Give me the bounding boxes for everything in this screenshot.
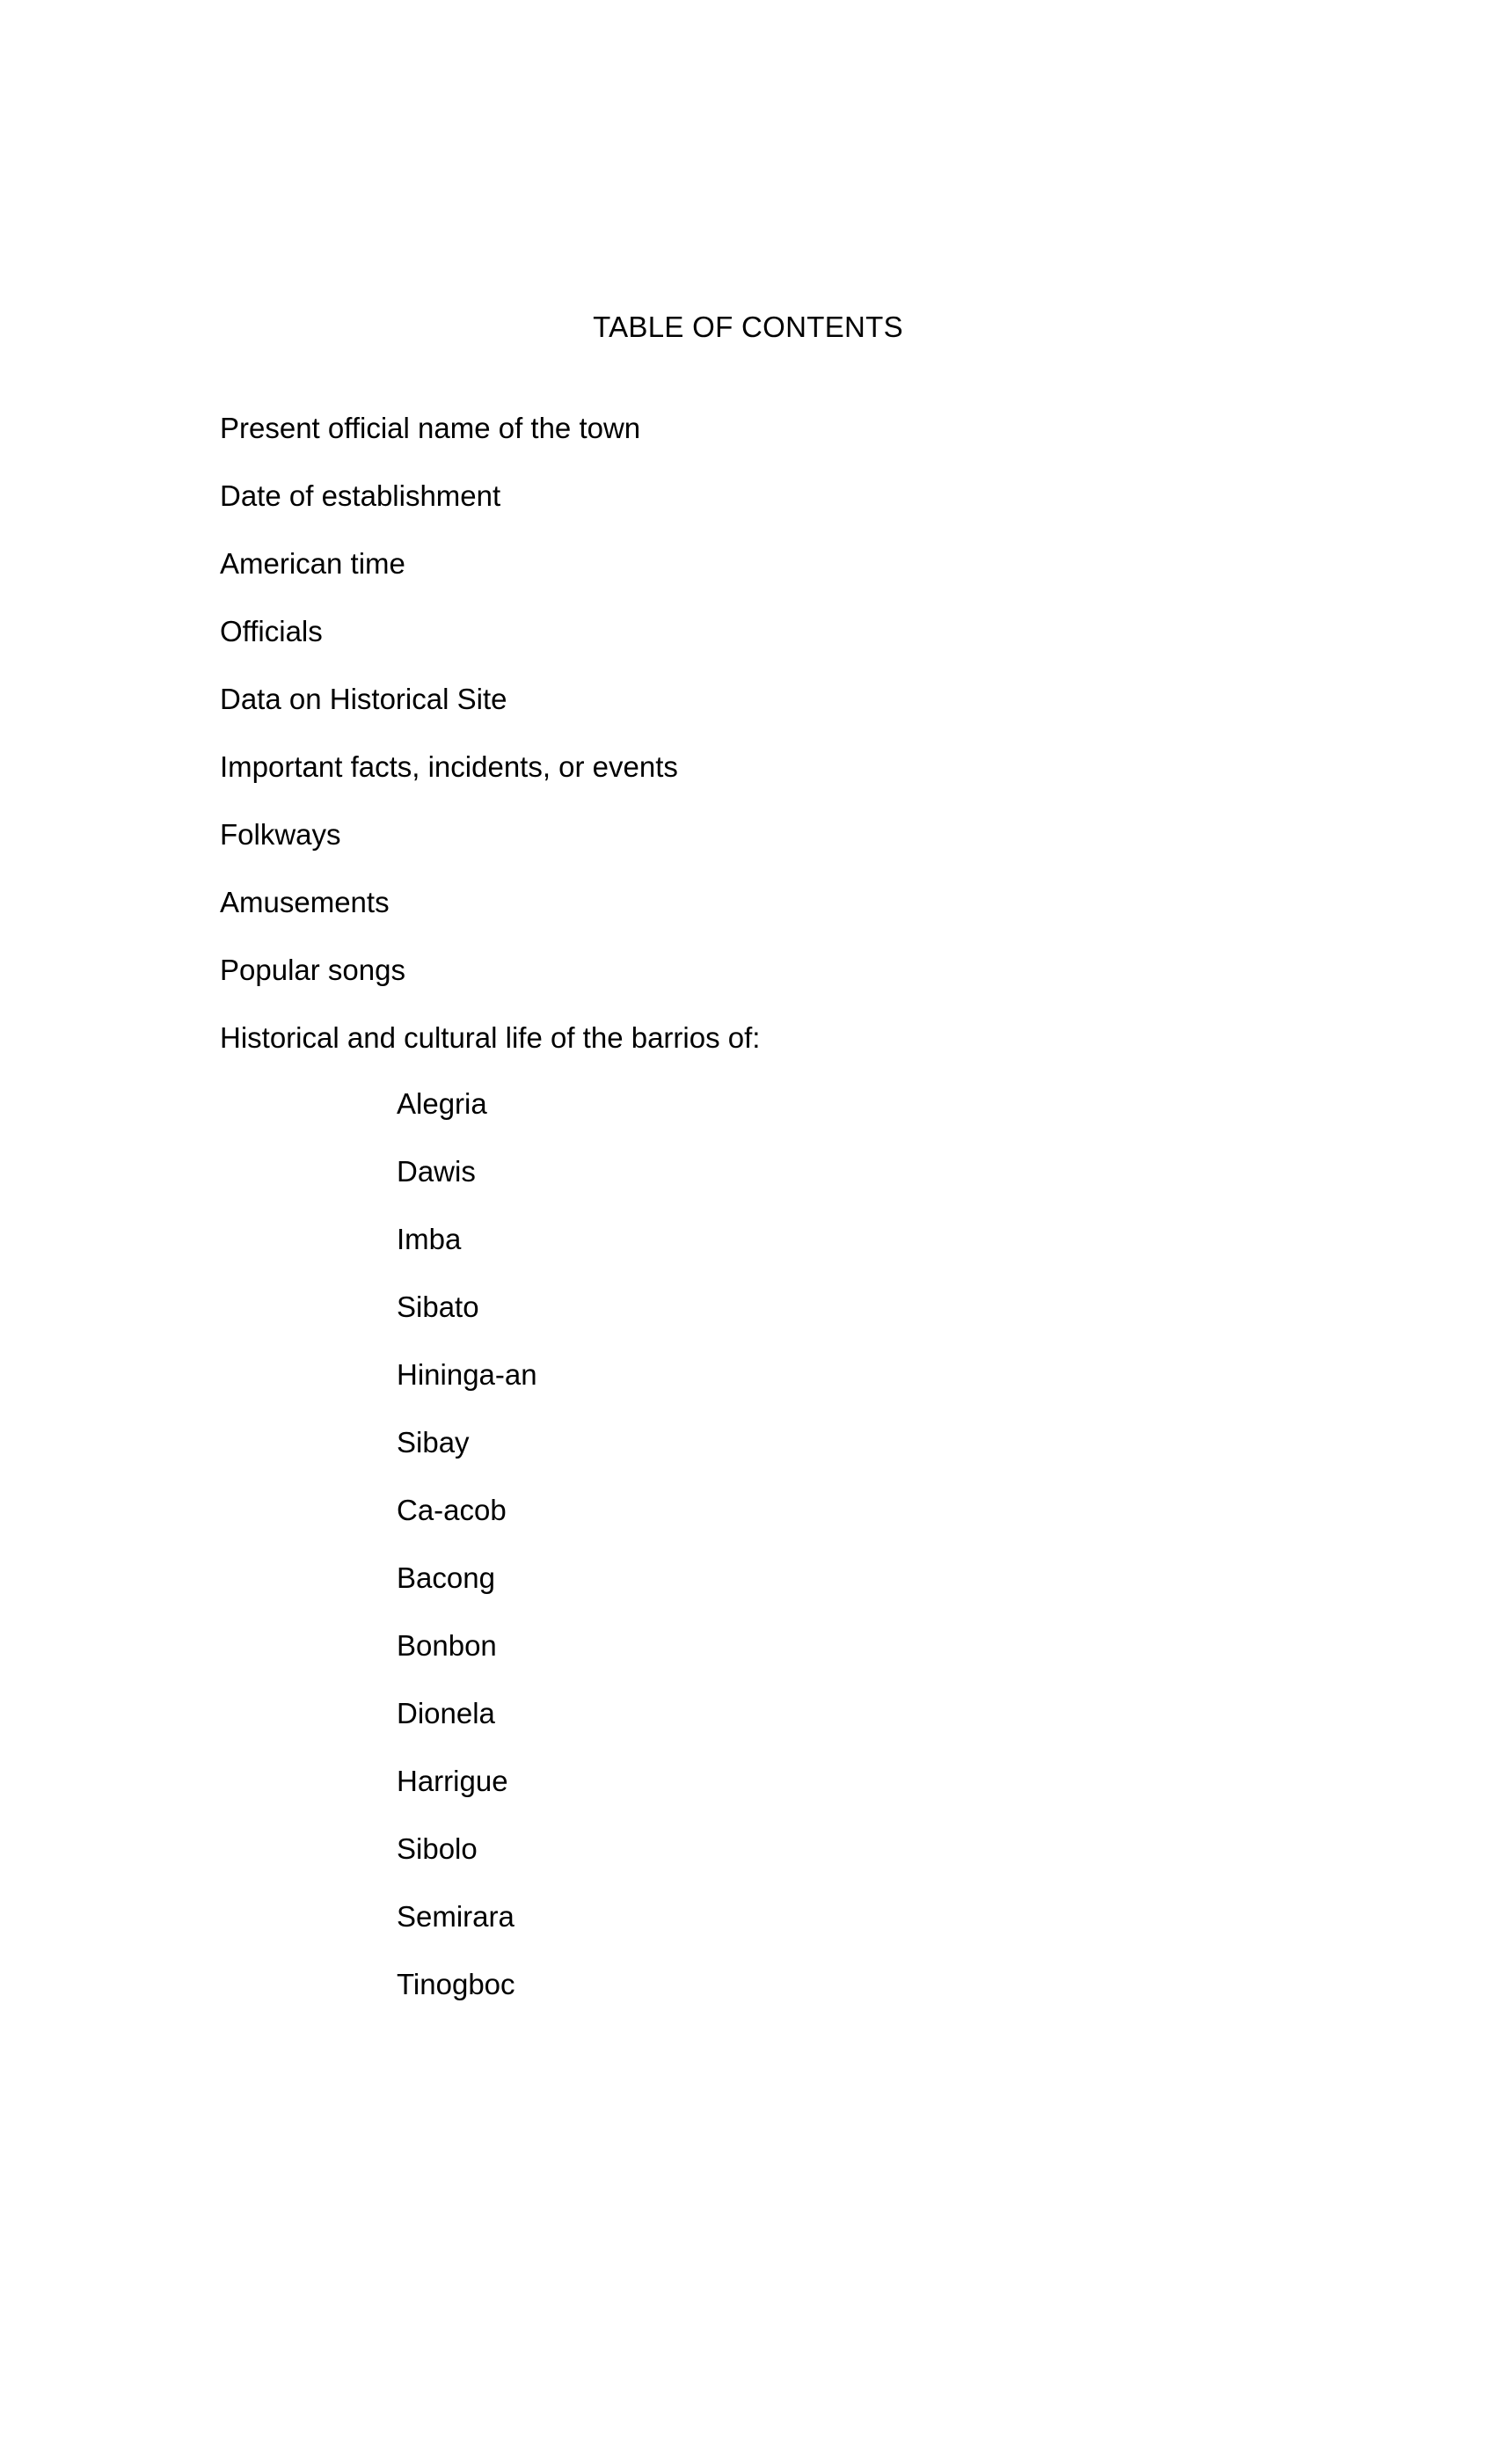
toc-entry: Amusements — [220, 886, 390, 918]
page-title: TABLE OF CONTENTS — [593, 311, 903, 343]
toc-entry: Officials — [220, 615, 323, 647]
barrio-entry: Sibolo — [397, 1832, 478, 1865]
barrio-entry: Semirara — [397, 1900, 514, 1933]
barrio-entry: Alegria — [397, 1087, 487, 1120]
barrio-entry: Bonbon — [397, 1629, 497, 1662]
toc-entry: American time — [220, 547, 405, 580]
barrio-entry: Tinogboc — [397, 1968, 515, 2000]
toc-entry: Date of establishment — [220, 479, 501, 512]
barrio-entry: Harrigue — [397, 1765, 508, 1797]
toc-entry: Historical and cultural life of the barrios of: — [220, 1021, 761, 1054]
barrio-entry: Hininga-an — [397, 1358, 537, 1391]
toc-entry: Important facts, incidents, or events — [220, 750, 678, 783]
barrio-entry: Dionela — [397, 1697, 495, 1729]
barrio-entry: Sibato — [397, 1290, 479, 1323]
toc-section-list — [220, 411, 760, 1088]
barrio-entry: Imba — [397, 1223, 462, 1255]
barrio-entry: Dawis — [397, 1155, 476, 1188]
toc-entry: Data on Historical Site — [220, 683, 507, 715]
toc-entry: Popular songs — [220, 954, 405, 986]
barrio-entry: Ca-acob — [397, 1494, 507, 1526]
barrio-entry: Bacong — [397, 1561, 495, 1594]
toc-entry: Folkways — [220, 818, 341, 851]
barrio-list — [397, 1086, 537, 2035]
barrio-entry: Sibay — [397, 1426, 470, 1459]
toc-entry: Present official name of the town — [220, 412, 641, 444]
